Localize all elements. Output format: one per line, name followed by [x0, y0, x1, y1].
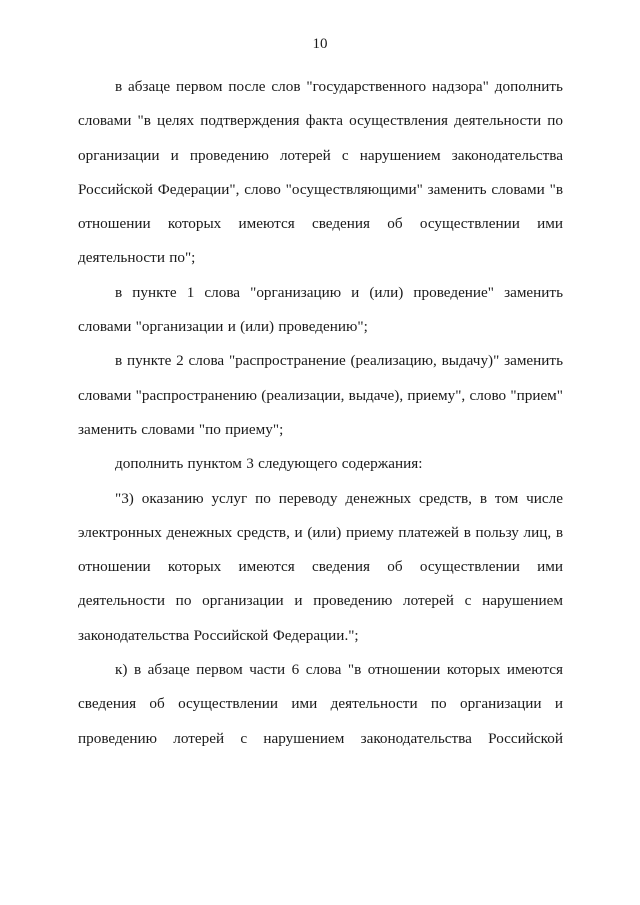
- page-number: 10: [312, 36, 328, 52]
- paragraph-abzac-pervom: в абзаце первом после слов "государственного надзора" дополнить словами "в целях подтверждения факта осуществления деятельности по организации и проведению лотерей с нарушением законодательства Российской Федерации", слово "осуществляющими" заменить словами "в отношении которых имеются сведения об осуществлении ими деятельности по";: [78, 78, 563, 267]
- paragraph-k-chast-6: к) в абзаце первом части 6 слова "в отношении которых имеются сведения об осуществлении ими деятельности по организации и проведению лотерей с нарушением законодательства Российской: [78, 661, 563, 747]
- paragraph-punkt-3-text: "3) оказанию услуг по переводу денежных средств, в том числе электронных денежных средств, и (или) приему платежей в пользу лиц, в отношении которых имеются сведения об осуществлении ими деятельности по организации и проведению лотерей с нарушением законодательства Российской Федерации.";: [78, 489, 563, 644]
- document-body: [78, 70, 563, 756]
- paragraph-punkt-2: в пункте 2 слова "распространение (реализацию, выдачу)" заменить словами "распространению (реализации, выдаче), приему", слово "прием" заменить словами "по приему";: [78, 352, 563, 438]
- paragraph-punkt-1: в пункте 1 слова "организацию и (или) проведение" заменить словами "организации и (или) проведению";: [78, 283, 563, 336]
- paragraph-dopolnit-punktom-3: дополнить пунктом 3 следующего содержания:: [115, 455, 423, 473]
